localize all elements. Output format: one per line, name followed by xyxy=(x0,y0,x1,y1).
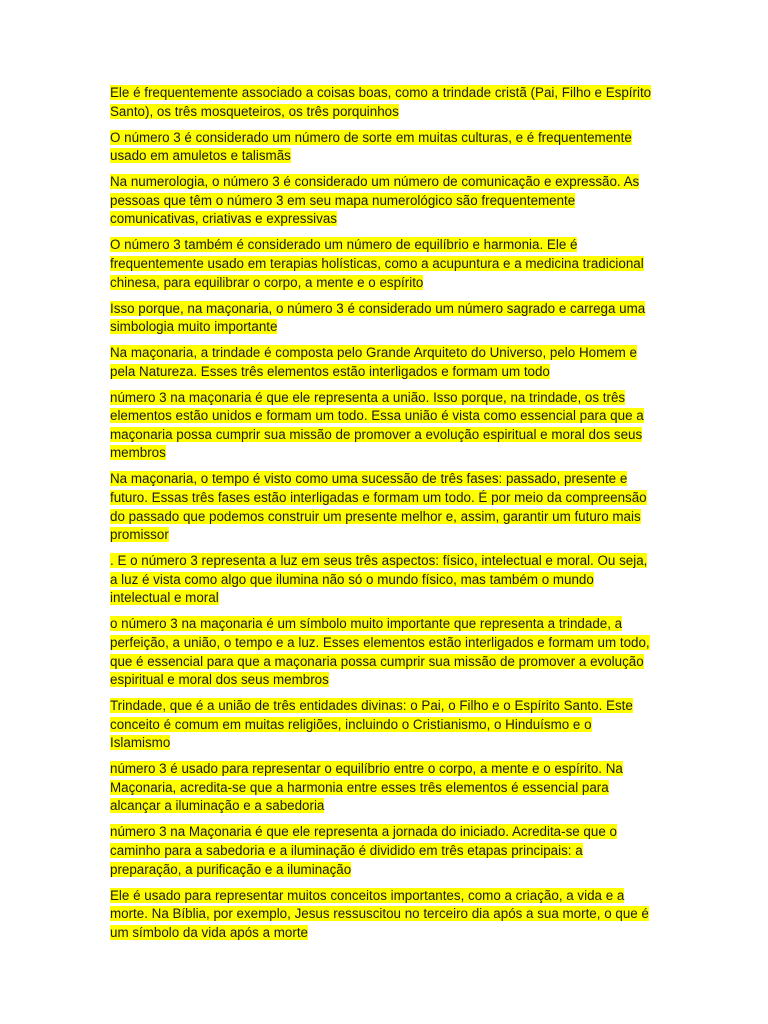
highlighted-text: Ele é frequentemente associado a coisas boas, como a trindade cristã (Pai, Filho e Espírito Santo), os três mosqueteiros, os três porquinhos xyxy=(110,85,652,119)
paragraph-1 xyxy=(110,84,655,121)
highlighted-text: Trindade, que é a união de três entidades divinas: o Pai, o Filho e o Espírito Santo. Este conceito é comum em muitas religiões, incluindo o Cristianismo, o Hinduísmo e o Islamismo xyxy=(110,698,633,751)
paragraph-11 xyxy=(110,697,655,753)
paragraph-4 xyxy=(110,236,655,292)
highlighted-text: O número 3 é considerado um número de sorte em muitas culturas, e é frequentemente usado em amuletos e talismãs xyxy=(110,129,632,164)
paragraph-3 xyxy=(110,173,655,229)
paragraph-8 xyxy=(110,470,655,544)
highlighted-text: Isso porque, na maçonaria, o número 3 é considerado um número sagrado e carrega uma simbologia muito importante xyxy=(110,300,646,335)
highlighted-text: Na maçonaria, o tempo é visto como uma sucessão de três fases: passado, presente e futuro. Essas três fases estão interligadas e formam um todo. É por meio da compreensão do passado que podemos construir um presente melhor e, assim, garantir um futuro mais promissor xyxy=(110,471,647,543)
paragraph-13 xyxy=(110,823,655,879)
paragraph-2 xyxy=(110,129,655,166)
paragraph-6 xyxy=(110,344,655,381)
highlighted-text: o número 3 na maçonaria é um símbolo muito importante que representa a trindade, a perfeição, a união, o tempo e a luz. Esses elementos estão interligados e formam um todo, que é essencial para que a maçonaria possa cumprir sua missão de promover a evolução espiritual e moral dos seus membros xyxy=(110,616,650,688)
highlighted-text: O número 3 também é considerado um número de equilíbrio e harmonia. Ele é frequentemente usado em terapias holísticas, como a acupuntura e a medicina tradicional chinesa, para equilibrar o corpo, a mente e o espírito xyxy=(110,237,644,290)
paragraph-10 xyxy=(110,615,655,689)
document-body xyxy=(110,84,655,950)
highlighted-text: Ele é usado para representar muitos conceitos importantes, como a criação, a vida e a morte. Na Bíblia, por exemplo, Jesus ressuscitou no terceiro dia após a sua morte, o que é um símbolo da vida após a morte xyxy=(110,887,649,940)
highlighted-text: número 3 na Maçonaria é que ele representa a jornada do iniciado. Acredita-se que o caminho para a sabedoria e a iluminação é dividido em três etapas principais: a preparação, a purificação e a iluminação xyxy=(110,824,617,877)
paragraph-9 xyxy=(110,552,655,608)
paragraph-12 xyxy=(110,760,655,816)
highlighted-text: Na numerologia, o número 3 é considerado um número de comunicação e expressão. As pessoas que têm o número 3 em seu mapa numerológico são frequentemente comunicativas, criativas e expressivas xyxy=(110,174,640,227)
highlighted-text: . E o número 3 representa a luz em seus três aspectos: físico, intelectual e moral. Ou seja, a luz é vista como algo que ilumina não só o mundo físico, mas também o mundo intelectual e moral xyxy=(110,553,648,606)
highlighted-text: número 3 na maçonaria é que ele representa a união. Isso porque, na trindade, os três elementos estão unidos e formam um todo. Essa união é vista como essencial para que a maçonaria possa cumprir sua missão de promover a evolução espiritual e moral dos seus membros xyxy=(110,389,644,461)
paragraph-5 xyxy=(110,300,655,337)
highlighted-text: número 3 é usado para representar o equilíbrio entre o corpo, a mente e o espírito. Na Maçonaria, acredita-se que a harmonia entre esses três elementos é essencial para alcançar a iluminação e a sabedoria xyxy=(110,761,623,814)
highlighted-text: Na maçonaria, a trindade é composta pelo Grande Arquiteto do Universo, pelo Homem e pela Natureza. Esses três elementos estão interligados e formam um todo xyxy=(110,345,637,379)
paragraph-7 xyxy=(110,389,655,463)
paragraph-14 xyxy=(110,887,655,943)
